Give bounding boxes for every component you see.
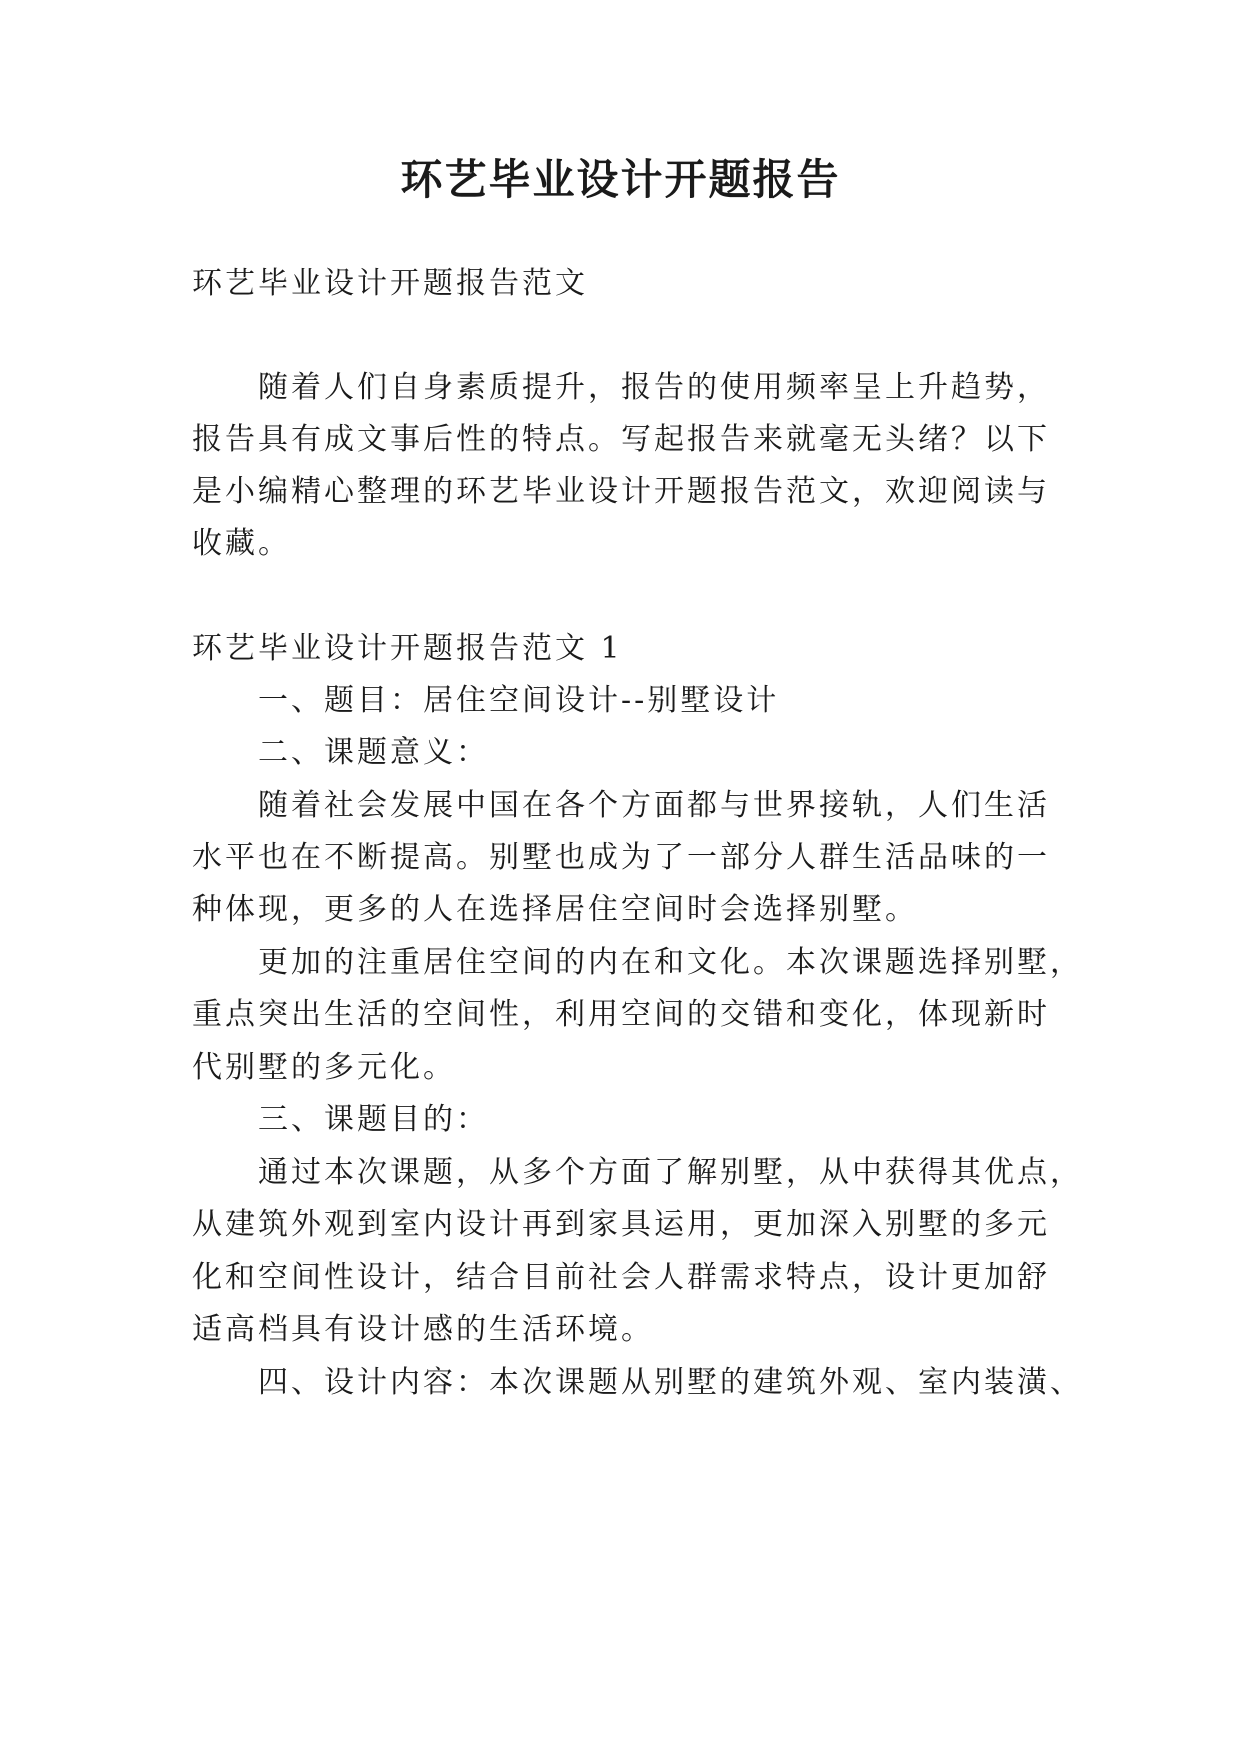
purpose-line-1: 通过本次课题，从多个方面了解别墅，从中获得其优点， (258, 1155, 1083, 1190)
significance-p2-line-1: 更加的注重居住空间的内在和文化。本次课题选择别墅， (258, 945, 1083, 980)
intro-line-4: 收藏。 (192, 526, 291, 561)
topic-line: 一、题目：居住空间设计--别墅设计 (258, 683, 780, 718)
section-heading: 环艺毕业设计开题报告范文 1 (192, 631, 623, 666)
document-title: 环艺毕业设计开题报告 (400, 155, 841, 204)
significance-heading: 二、课题意义： (258, 735, 489, 770)
significance-p2-line-3: 代别墅的多元化。 (192, 1050, 456, 1085)
intro-line-3: 是小编精心整理的环艺毕业设计开题报告范文，欢迎阅读与 (192, 474, 1050, 509)
significance-p1-line-1: 随着社会发展中国在各个方面都与世界接轨，人们生活 (258, 788, 1050, 823)
significance-p1-line-3: 种体现，更多的人在选择居住空间时会选择别墅。 (192, 892, 918, 927)
intro-line-2: 报告具有成文事后性的特点。写起报告来就毫无头绪？以下 (192, 422, 1050, 457)
intro-line-1: 随着人们自身素质提升，报告的使用频率呈上升趋势， (258, 370, 1050, 405)
content-line: 四、设计内容：本次课题从别墅的建筑外观、室内装潢、 (258, 1365, 1083, 1400)
purpose-heading: 三、课题目的： (258, 1102, 489, 1137)
significance-p1-line-2: 水平也在不断提高。别墅也成为了一部分人群生活品味的一 (192, 840, 1050, 875)
purpose-line-3: 化和空间性设计，结合目前社会人群需求特点，设计更加舒 (192, 1260, 1050, 1295)
document-subtitle: 环艺毕业设计开题报告范文 (192, 266, 588, 301)
purpose-line-2: 从建筑外观到室内设计再到家具运用，更加深入别墅的多元 (192, 1207, 1050, 1242)
purpose-line-4: 适高档具有设计感的生活环境。 (192, 1312, 654, 1347)
significance-p2-line-2: 重点突出生活的空间性，利用空间的交错和变化，体现新时 (192, 997, 1050, 1032)
